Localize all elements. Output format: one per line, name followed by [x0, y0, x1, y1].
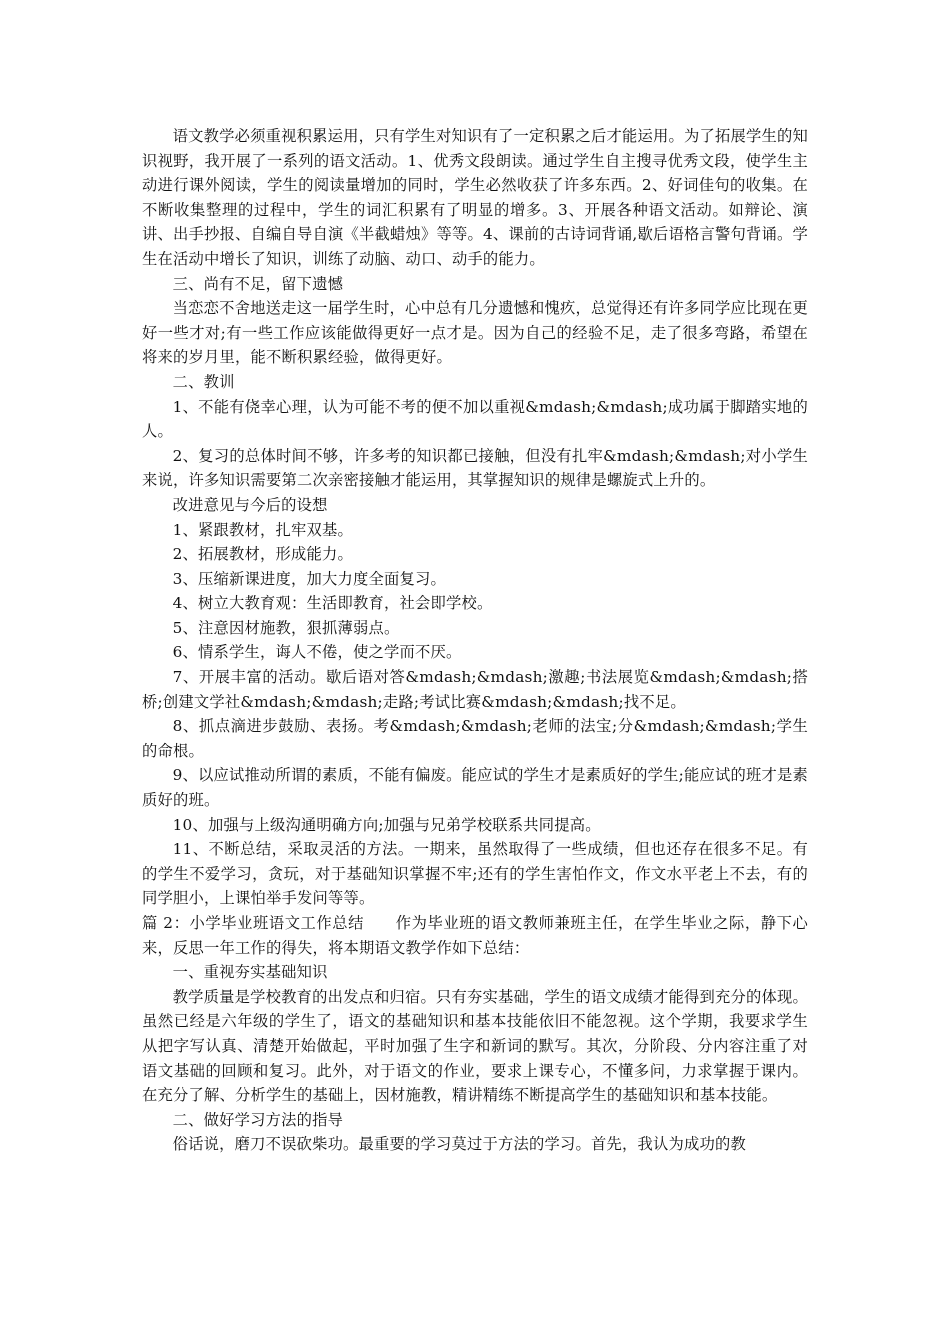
- improvement-item: 5、注意因材施教，狠抓薄弱点。: [172, 618, 400, 637]
- paragraph-methods: 俗话说，磨刀不误砍柴功。最重要的学习莫过于方法的学习。首先，我认为成功的教: [172, 1135, 746, 1154]
- heading-improvements: 改进意见与今后的设想: [172, 495, 328, 514]
- improvement-item: 4、树立大教育观：生活即教育，社会即学校。: [172, 594, 493, 613]
- paragraph-accumulation: 语文教学必须重视积累运用，只有学生对知识有了一定积累之后才能运用。为了拓展学生的知识视野，我开展了一系列的语文活动。1、优秀文段朗读。通过学生自主搜寻优秀文段，使学生主动进行课外阅读，学生的阅读量增加的同时，学生必然收获了许多东西。2、好词佳句的收集。在不断收集整理的过程中，学生的词汇积累有了明显的增多。3、开展各种语文活动。如辩论、演讲、出手抄报、自编自导自演《半截蜡烛》等等。4、课前的古诗词背诵,歇后语格言警句背诵。学生在活动中增长了知识，训练了动脑、动口、动手的能力。: [142, 127, 808, 268]
- improvement-item: 3、压缩新课进度，加大力度全面复习。: [172, 569, 446, 588]
- improvement-item: 9、以应试推动所谓的素质，不能有偏废。能应试的学生才是素质好的学生;能应试的班才是素质好的班。: [142, 766, 808, 810]
- improvement-item: 8、抓点滴进步鼓励、表扬。考&mdash;&mdash;老师的法宝;分&mdash;&mdash;学生的命根。: [142, 717, 808, 760]
- heading-shortcomings: 三、尚有不足，留下遗憾: [172, 274, 344, 293]
- improvement-item: 11、不断总结，采取灵活的方法。一期来，虽然取得了一些成绩，但也还存在很多不足。有的学生不爱学习，贪玩，对于基础知识掌握不牢;还有的学生害怕作文，作文水平老上不去，有的同学胆小，上课怕举手发问等等。: [142, 840, 808, 908]
- lesson-item: 1、不能有侥幸心理，认为可能不考的便不加以重视&mdash;&mdash;成功属于脚踏实地的人。: [142, 397, 808, 441]
- paragraph-regret: 当恋恋不舍地送走这一届学生时，心中总有几分遗憾和愧疚，总觉得还有许多同学应比现在更好一些才对;有一些工作应该能做得更好一点才是。因为自己的经验不足，走了很多弯路，希望在将来的岁月里，能不断积累经验，做得更好。: [142, 299, 808, 367]
- heading-lessons: 二、教训: [172, 372, 235, 391]
- improvement-item: 6、情系学生，诲人不倦，使之学而不厌。: [172, 643, 462, 662]
- heading-basics: 一、重视夯实基础知识: [172, 963, 328, 982]
- improvement-item: 7、开展丰富的活动。歇后语对答&mdash;&mdash;激趣;书法展览&mdash;&mdash;搭桥;创建文学社&mdash;&mdash;走路;考试比赛&mdash;&mdash;找不足。: [142, 668, 808, 711]
- improvement-item: 2、拓展教材，形成能力。: [172, 545, 353, 564]
- document-body: [142, 124, 808, 1157]
- improvement-item: 1、紧跟教材，扎牢双基。: [172, 520, 353, 539]
- section-title-part-2: 篇 2：小学毕业班语文工作总结 作为毕业班的语文教师兼班主任，在学生毕业之际，静下心来，反思一年工作的得失，将本期语文教学作如下总结：: [142, 914, 808, 957]
- lesson-item: 2、复习的总体时间不够，许多考的知识都已接触，但没有扎牢&mdash;&mdash;对小学生来说，许多知识需要第二次亲密接触才能运用，其掌握知识的规律是螺旋式上升的。: [142, 446, 808, 490]
- improvement-item: 10、加强与上级沟通明确方向;加强与兄弟学校联系共同提高。: [172, 815, 601, 834]
- heading-methods: 二、做好学习方法的指导: [172, 1110, 344, 1129]
- paragraph-basics: 教学质量是学校教育的出发点和归宿。只有夯实基础，学生的语文成绩才能得到充分的体现。虽然已经是六年级的学生了，语文的基础知识和基本技能依旧不能忽视。这个学期，我要求学生从把字写认真、清楚开始做起，平时加强了生字和新词的默写。其次，分阶段、分内容注重了对语文基础的回顾和复习。此外，对于语文的作业，要求上课专心，不懂多问，力求掌握于课内。在充分了解、分析学生的基础上，因材施教，精讲精练不断提高学生的基础知识和基本技能。: [142, 987, 808, 1105]
